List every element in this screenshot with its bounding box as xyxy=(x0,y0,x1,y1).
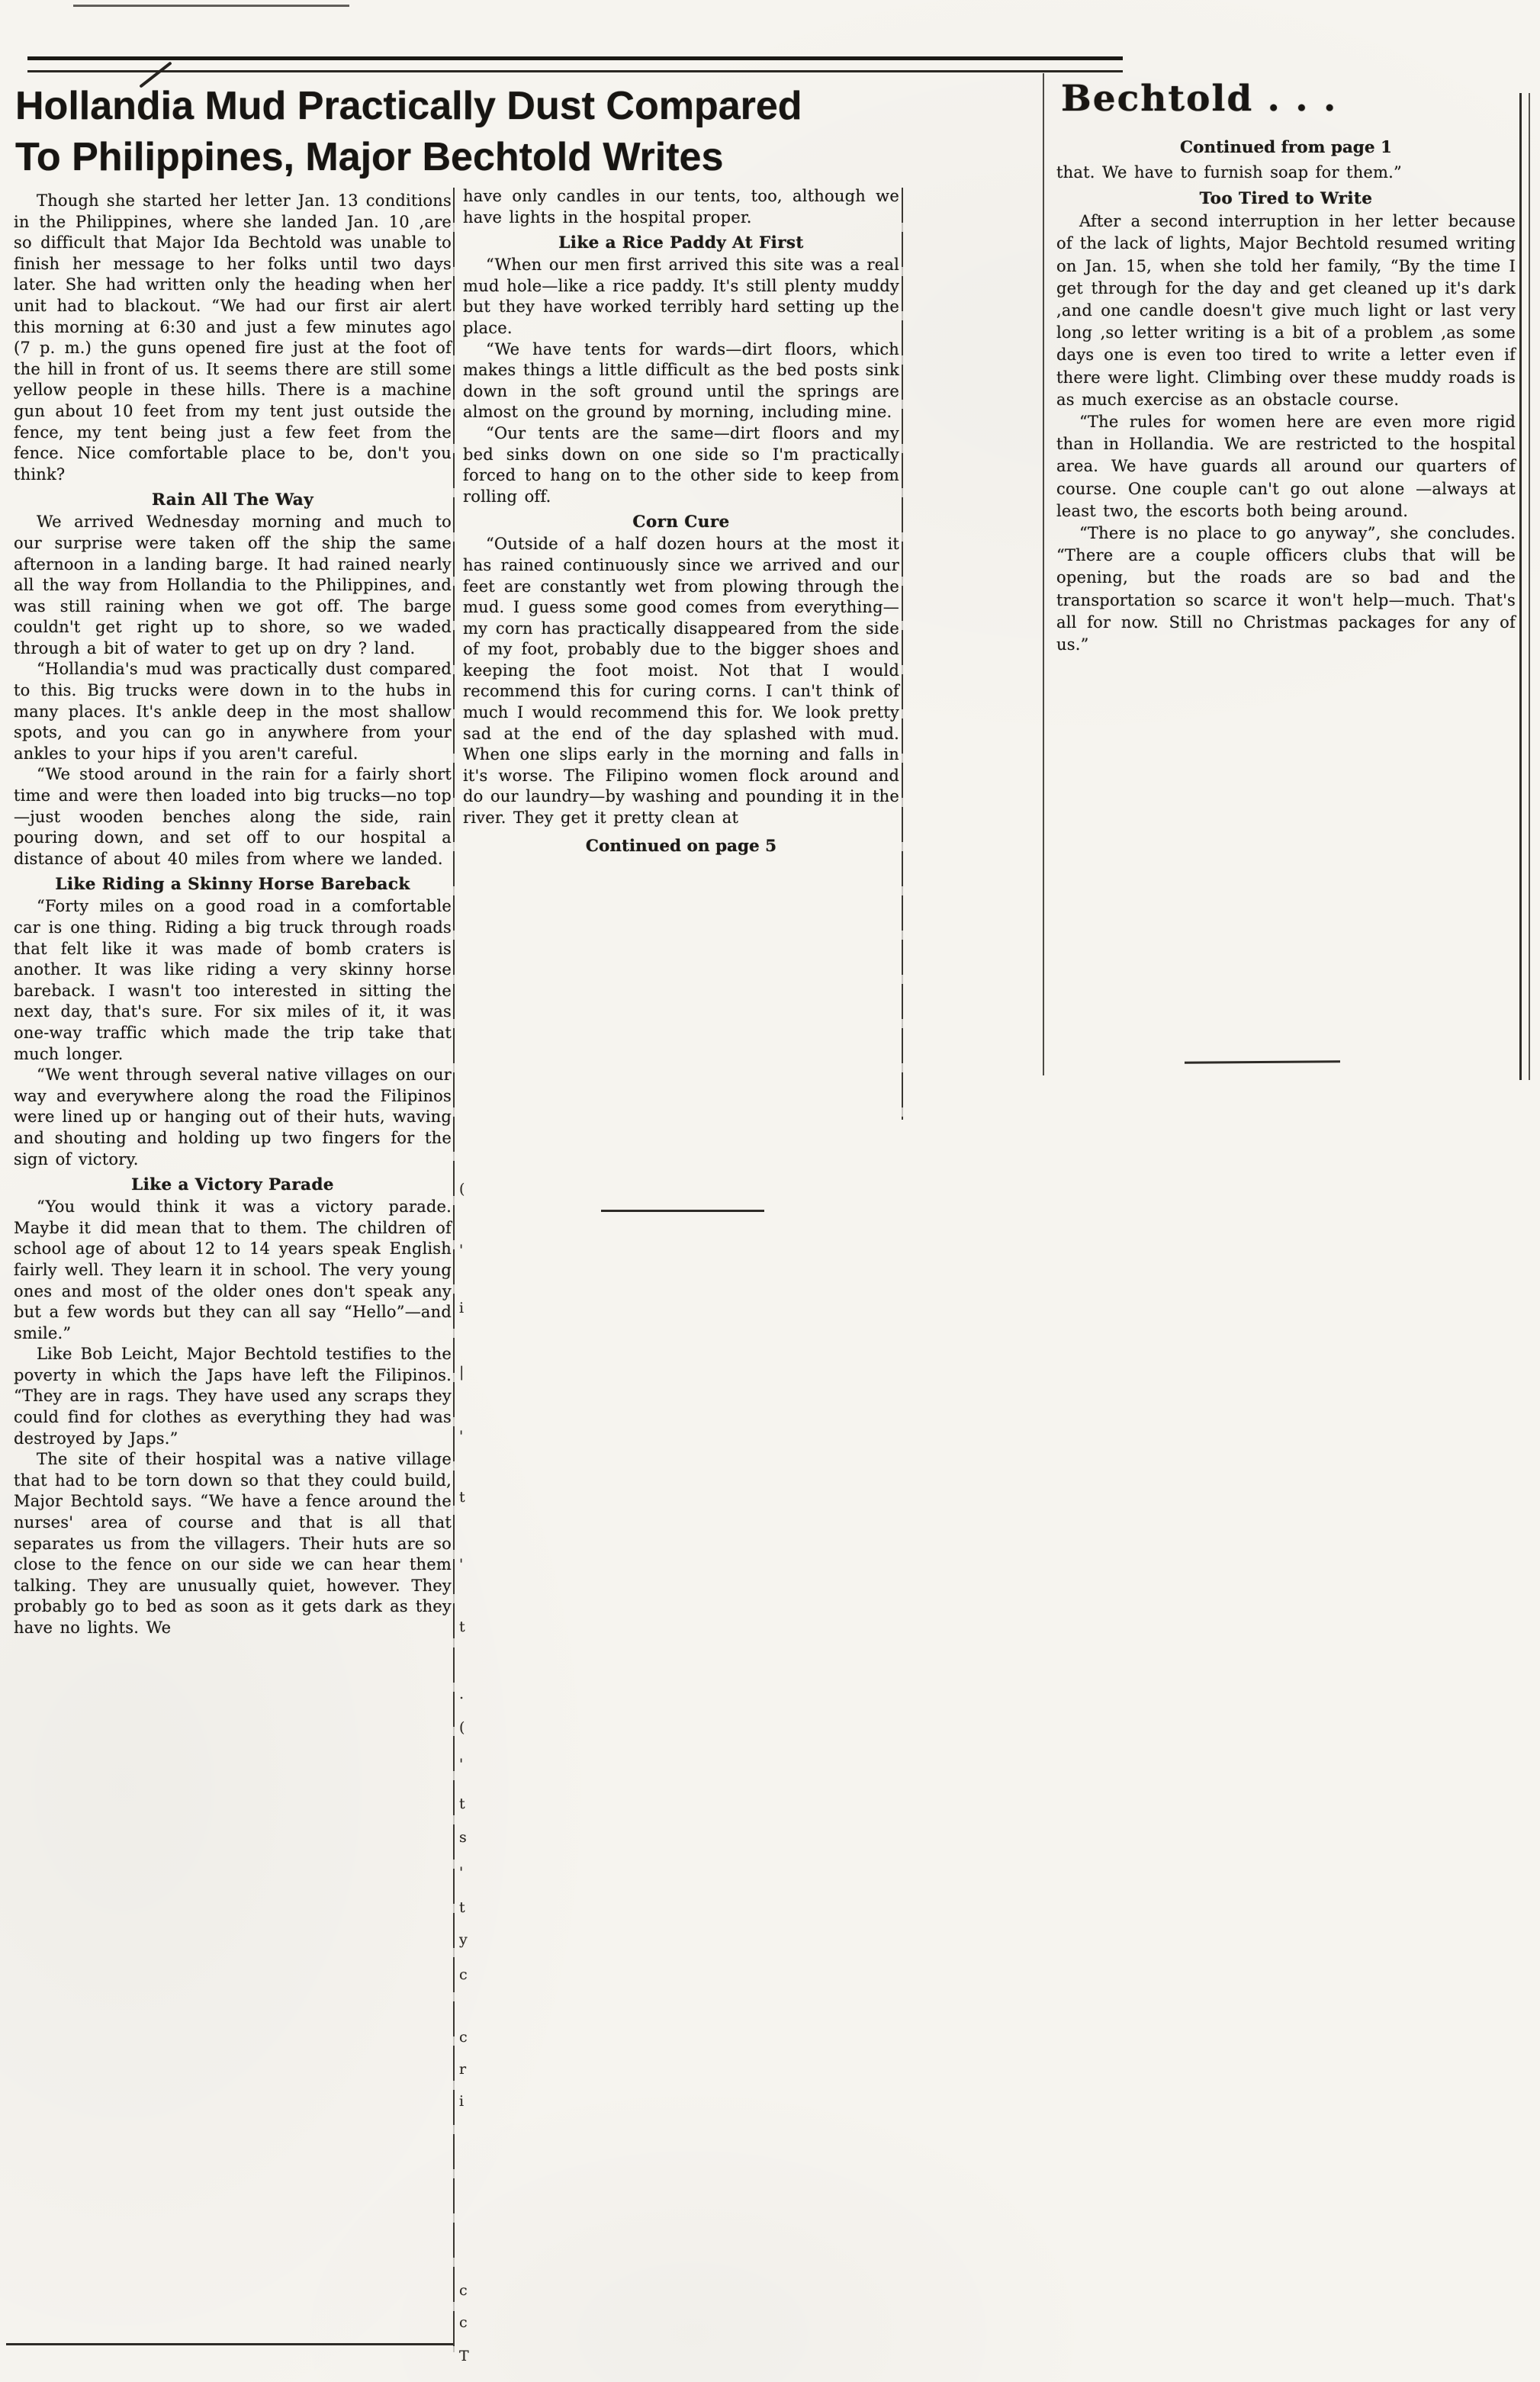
paragraph: “You would think it was a victory parade. Maybe it did mean that to them. The children of school age of about 12 to 14 years speak English fairly well. They learn it in school. The very young ones and most of the older ones don't speak any but a few words but they can all say “Hello”—and smile.” xyxy=(14,1197,452,1342)
right-column-body xyxy=(1056,162,1516,656)
paragraph: “The rules for women here are even more rigid than in Hollandia. We are restricted to the hospital area. We have guards all around our quarters of course. One couple can't go out alone —always at least two, the escorts both being around. xyxy=(1056,413,1516,520)
continued-from-page-1: Continued from page 1 xyxy=(1180,138,1392,157)
stray-character: ' xyxy=(459,1756,464,1773)
stray-character: i xyxy=(459,2093,465,2110)
subhead: Too Tired to Write xyxy=(1199,189,1373,209)
stray-character: t xyxy=(459,1795,465,1812)
paragraph: that. We have to furnish soap for them.” xyxy=(1056,163,1402,182)
stray-character: t xyxy=(459,1489,465,1506)
stray-character: y xyxy=(459,1931,468,1948)
paragraph: After a second interruption in her letter because of the lack of lights, Major Bechtold resumed writing on Jan. 15, when she told her family, “By the time I get through for the day and get cleaned up it's dark ,and one candle doesn't give much light or last very long ,so letter writing is a bit of a problem ,as some days one is even too tired to write a letter even if there were light. Climbing over these muddy roads is as much exercise as an obstacle course. xyxy=(1056,212,1516,409)
paragraph: “Our tents are the same—dirt floors and my bed sinks down on one side so I'm practically forced to hang on to the other side to keep from rolling off. xyxy=(463,423,899,506)
left-column-bottom-rule xyxy=(6,2343,453,2345)
stray-character: r xyxy=(459,2061,467,2078)
paragraph: have only candles in our tents, too, although we have lights in the hospital proper. xyxy=(463,187,899,227)
right-column-rule-left xyxy=(1043,73,1044,1075)
subhead: Corn Cure xyxy=(632,513,730,532)
paragraph: The site of their hospital was a native village that had to be torn down so that they could build, Major Bechtold says. “We have a fence around the nurses' area of course and that is all that separates us from the villagers. Their huts are so close to the fence on our side we can hear them talking. They are unusually quiet, however. They probably go to bed as soon as it gets dark as they have no lights. We xyxy=(14,1450,452,1637)
stray-character: c xyxy=(459,2314,468,2331)
bechtold-title: Bechtold . . . xyxy=(1061,78,1338,120)
left-column xyxy=(14,191,452,1639)
column-rule-left xyxy=(453,188,455,2352)
paragraph: “We have tents for wards—dirt floors, which makes things a little difficult as the bed posts sink down in the soft ground until the springs are almost on the ground by morning, including mine. xyxy=(463,339,899,422)
paragraph: “When our men first arrived this site was a real mud hole—like a rice paddy. It's still plenty muddy but they have worked terribly hard setting up the place. xyxy=(463,256,899,337)
right-column xyxy=(1056,78,1516,656)
subhead: Like a Victory Parade xyxy=(131,1175,334,1195)
top-edge-line xyxy=(73,5,349,7)
stray-character: ' xyxy=(459,1556,464,1573)
stray-character: s xyxy=(459,1829,467,1846)
stray-character: c xyxy=(459,2029,468,2046)
stray-character: ' xyxy=(459,1428,464,1445)
paragraph: “We stood around in the rain for a fairly short time and were then loaded into big trucks—no top—just wooden benches along the side, rain pouring down, and set off to our hospital a distance of about 40 miles from where we landed. xyxy=(14,765,452,868)
right-column-rule-right-outer xyxy=(1519,93,1522,1080)
stray-character: ( xyxy=(459,1181,465,1197)
middle-column-end-rule xyxy=(601,1210,764,1212)
stray-characters xyxy=(459,0,490,2382)
subhead: Rain All The Way xyxy=(152,490,313,510)
stray-character: T xyxy=(459,2348,469,2364)
headline-line-2: To Philippines, Major Bechtold Writes xyxy=(15,135,724,179)
stray-character: c xyxy=(459,2282,468,2299)
stray-character: i xyxy=(459,1300,465,1316)
paragraph: “We went through several native villages on our way and everywhere along the road the Filipinos were lined up or hanging out of their huts, waving and shouting and holding up two fingers for the sign of victory. xyxy=(14,1066,452,1168)
stray-character: t xyxy=(459,1899,465,1916)
continued-on-page-5: Continued on page 5 xyxy=(585,836,777,856)
subhead: Like Riding a Skinny Horse Bareback xyxy=(55,875,410,895)
top-double-rule xyxy=(27,56,1123,72)
paragraph: “Hollandia's mud was practically dust compared to this. Big trucks were down in to the hubs in many places. It's ankle deep in the most shallow spots, and you can go in anywhere from your ankles to your hips if you aren't careful. xyxy=(14,660,452,763)
stray-character: ' xyxy=(459,1864,464,1881)
paragraph: “Forty miles on a good road in a comfortable car is one thing. Riding a big truck through roads that felt like it was made of bomb craters is another. It was like riding a very skinny horse bareback. I wasn't too interested in sitting the next day, that's sure. For six miles of it, it was one-way traffic which made the trip take that much longer. xyxy=(14,897,452,1063)
headline-line-1: Hollandia Mud Practically Dust Compared xyxy=(15,84,802,128)
paragraph: Like Bob Leicht, Major Bechtold testifies to the poverty in which the Japs have left the Filipinos. “They are in rags. They have used any scraps they could find for clothes as everything they had was destroyed by Japs.” xyxy=(14,1345,452,1448)
stray-character: . xyxy=(459,1686,465,1702)
stray-character: c xyxy=(459,1966,468,1983)
column-rule-middle xyxy=(902,188,903,1120)
stray-character: | xyxy=(459,1364,465,1381)
stray-character: ' xyxy=(459,1242,464,1259)
stray-character: ( xyxy=(459,1719,465,1736)
right-column-rule-right-inner xyxy=(1529,93,1530,1080)
paragraph: We arrived Wednesday morning and much to our surprise were taken off the ship the same afternoon in a landing barge. It had rained nearly all the way from Hollandia to the Philippines, and was still raining when we got off. The barge couldn't get right up to shore, so we waded through a bit of water to get up on dry ? land. xyxy=(14,513,452,657)
right-column-end-dash xyxy=(1185,1060,1340,1063)
paragraph: “Outside of a half dozen hours at the most it has rained continuously since we arrived and our feet are constantly wet from plowing through the mud. I guess some good comes from everything—my corn has practically disappeared from the side of my foot, probably due to the bigger shoes and keeping the foot moist. Not that I would recommend this for curing corns. I can't think of much I would recommend this for. We look pretty sad at the end of the day splashed with mud. When one slips early in the morning and falls in it's worse. The Filipino women flock around and do our laundry—by washing and pounding it in the river. They get it pretty clean at xyxy=(463,535,899,828)
paragraph: “There is no place to go anyway”, she concludes. “There are a couple officers clubs that will be opening, but the roads are so bad and the transportation so scarce it won't help—much. That's all for now. Still no Christmas packages for any of us.” xyxy=(1056,524,1516,654)
subhead: Like a Rice Paddy At First xyxy=(558,233,804,253)
middle-column xyxy=(463,186,899,856)
stray-character: t xyxy=(459,1619,465,1635)
paragraph: Though she started her letter Jan. 13 conditions in the Philippines, where she landed Jan. 10 ,are so difficult that Major Ida Bechtold was unable to finish her message to her folks until two days later. She had written only the heading when her unit had to blackout. “We had our first air alert this morning at 6:30 and just a few minutes ago (7 p. m.) the guns opened fire just at the foot of the hill in front of us. It seems there are still some yellow people in these hills. There is a machine gun about 10 feet from my tent just outside the fence, my tent being just a few feet from the fence. Nice comfortable place to be, don't you think? xyxy=(14,191,452,484)
